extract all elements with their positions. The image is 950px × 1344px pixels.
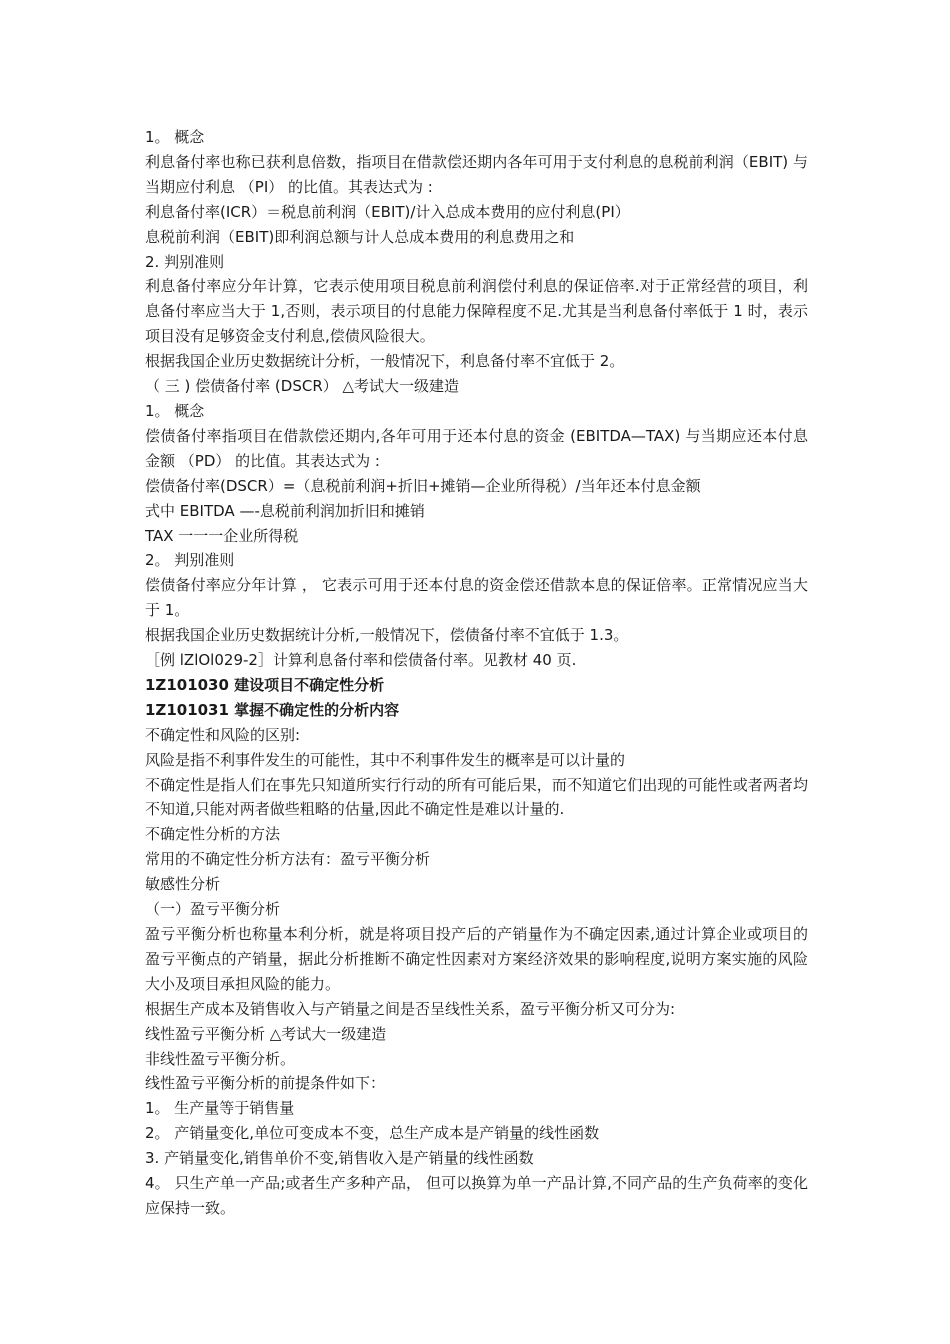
section-heading: 1Z101031 掌握不确定性的分析内容: [145, 700, 400, 719]
text-line: 1。 生产量等于销售量: [145, 1099, 295, 1118]
text-line: （ 三 ) 偿债备付率 (DSCR） △考试大一级建造: [145, 377, 460, 396]
text-line: 偿债备付率指项目在借款偿还期内,各年可用于还本付息的资金 (EBITDA—TAX) 与当期应还本付息金额 （PD） 的比值。其表达式为 :: [145, 426, 808, 470]
text-line: 式中 EBITDA —-息税前利润加折旧和摊销: [145, 501, 425, 520]
text-line: 偿债备付率应分年计算 ， 它表示可用于还本付息的资金偿还借款本息的保证倍率。正常情况应当大于 1。: [145, 576, 808, 620]
text-line: 不确定性是指人们在事先只知道所实行行动的所有可能后果，而不知道它们出现的可能性或者两者均不知道,只能对两者做些粗略的估量,因此不确定性是难以计量的.: [145, 775, 808, 819]
document-body: [145, 125, 808, 1221]
text-line: 根据我国企业历史数据统计分析,一般情况下，偿债备付率不宜低于 1.3。: [145, 626, 629, 645]
text-line: 不确定性和风险的区别:: [145, 725, 301, 744]
text-line: 线性盈亏平衡分析 △考试大一级建造: [145, 1024, 387, 1043]
text-line: ［例 lZlOl029-2］计算利息备付率和偿债备付率。见教材 40 页.: [145, 651, 577, 670]
text-line: 偿债备付率(DSCR）=（息税前利润+折旧+摊销—企业所得税）/当年还本付息金额: [145, 476, 701, 495]
text-line: 2。 产销量变化,单位可变成本不变，总生产成本是产销量的线性函数: [145, 1124, 600, 1143]
text-line: 根据我国企业历史数据统计分析，一般情况下，利息备付率不宜低于 2。: [145, 352, 625, 371]
text-line: 利息备付率(ICR）＝税息前利润（EBIT)/计入总成本费用的应付利息(PI）: [145, 202, 630, 221]
text-line: 根据生产成本及销售收入与产销量之间是否呈线性关系，盈亏平衡分析又可分为:: [145, 999, 676, 1018]
text-line: 不确定性分析的方法: [145, 825, 281, 844]
text-line: 2。 判别准则: [145, 551, 235, 570]
text-line: 1。 概念: [145, 128, 205, 146]
text-line: 线性盈亏平衡分析的前提条件如下：: [145, 1074, 386, 1093]
text-line: 1。 概念: [145, 401, 205, 420]
text-line: 常用的不确定性分析方法有：盈亏平衡分析: [145, 850, 431, 869]
text-line: 利息备付率应分年计算，它表示使用项目税息前利润偿付利息的保证倍率.对于正常经营的项目，利息备付率应当大于 1,否则，表示项目的付息能力保障程度不足.尤其是当利息备付率低于 1 时，表示项目没有足够资金支付利息,偿债风险很大。: [145, 277, 808, 346]
text-line: 3. 产销量变化,销售单价不变,销售收入是产销量的线性函数: [145, 1149, 534, 1168]
text-line: 敏感性分析: [145, 875, 221, 894]
text-line: 息税前利润（EBIT)即利润总额与计人总成本费用的利息费用之和: [145, 227, 575, 246]
text-line: 2. 判别准则: [145, 252, 225, 271]
text-line: TAX 一一一企业所得税: [145, 526, 299, 545]
text-line: 4。 只生产单一产品;或者生产多种产品， 但可以换算为单一产品计算,不同产品的生产负荷率的变化应保持一致。: [145, 1174, 808, 1217]
text-line: 利息备付率也称已获利息倍数，指项目在借款偿还期内各年可用于支付利息的息税前利润（EBIT) 与当期应付利息 （PI） 的比值。其表达式为 :: [145, 152, 808, 196]
text-line: 非线性盈亏平衡分析。: [145, 1049, 296, 1068]
section-heading: 1Z101030 建设项目不确定性分析: [145, 675, 385, 694]
text-line: 盈亏平衡分析也称量本利分析，就是将项目投产后的产销量作为不确定因素,通过计算企业或项目的盈亏平衡点的产销量，据此分析推断不确定性因素对方案经济效果的影响程度,说明方案实施的风险大小及项目承担风险的能力。: [145, 925, 808, 993]
text-line: 风险是指不利事件发生的可能性，其中不利事件发生的概率是可以计量的: [145, 750, 626, 769]
text-line: （一）盈亏平衡分析: [145, 900, 281, 919]
